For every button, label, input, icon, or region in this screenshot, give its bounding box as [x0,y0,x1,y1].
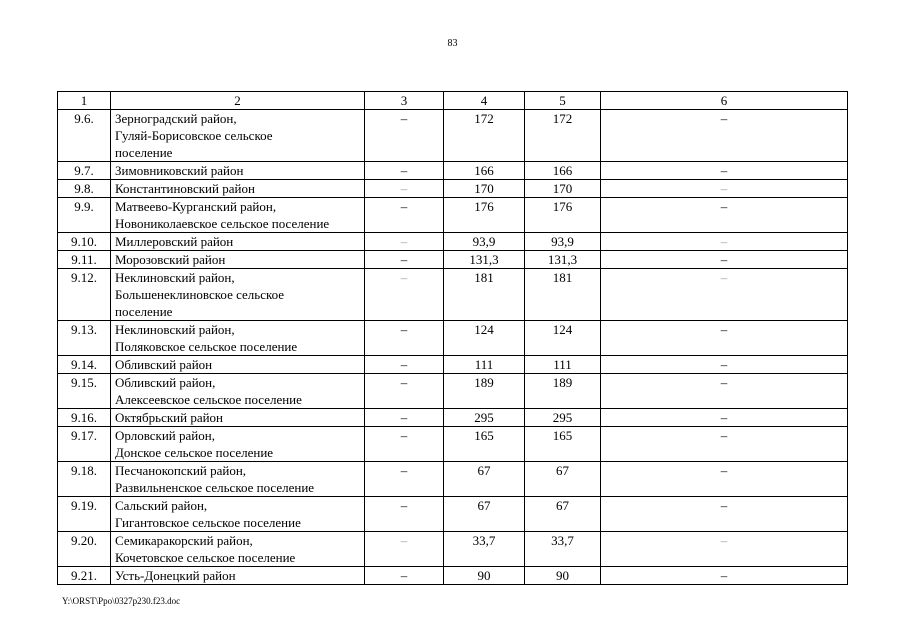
row-number-cell: 9.7. [58,162,111,180]
district-name-cell [111,251,365,269]
col6-cell: – [601,497,848,532]
table-row [58,427,848,462]
col3-cell: – [365,497,444,532]
col5-value-cell: 176 [525,198,601,233]
header-cell-2: 2 [111,92,365,110]
col3-cell: – [365,532,444,567]
col6-cell: – [601,374,848,409]
col5-value-cell: 131,3 [525,251,601,269]
district-name-line: Зимовниковский район [115,163,244,178]
col6-cell: – [601,233,848,251]
col4-value-cell: 165 [444,427,525,462]
col5-value-cell: 295 [525,409,601,427]
row-number-cell: 9.21. [58,567,111,585]
district-name-cell [111,110,365,162]
col3-cell: – [365,233,444,251]
table-row [58,180,848,198]
row-number-cell: 9.9. [58,198,111,233]
district-name-line: Обливский район, [115,375,216,390]
col6-cell: – [601,356,848,374]
col5-value-cell: 170 [525,180,601,198]
page-number: 83 [447,38,458,49]
col4-value-cell: 90 [444,567,525,585]
col5-value-cell: 33,7 [525,532,601,567]
row-number-cell: 9.17. [58,427,111,462]
col6-cell: – [601,269,848,321]
col5-value-cell: 67 [525,497,601,532]
district-name-line: Гигантовское сельское поселение [115,515,301,530]
col4-value-cell: 111 [444,356,525,374]
col4-value-cell: 131,3 [444,251,525,269]
district-name-line: Донское сельское поселение [115,445,274,460]
col4-value-cell: 172 [444,110,525,162]
table-row [58,162,848,180]
col6-cell: – [601,532,848,567]
district-name-line: Алексеевское сельское поселение [115,392,302,407]
district-name-line: Матвеево-Курганский район, [115,199,277,214]
col3-cell: – [365,462,444,497]
row-number-cell: 9.6. [58,110,111,162]
row-number-cell: 9.16. [58,409,111,427]
col3-cell: – [365,374,444,409]
district-name-line: Новониколаевское сельское поселение [115,216,330,231]
table-row [58,269,848,321]
table-row [58,497,848,532]
col5-value-cell: 189 [525,374,601,409]
district-name-line: Неклиновский район, [115,322,235,337]
table-header-row [58,92,848,110]
district-name-cell [111,198,365,233]
col4-value-cell: 295 [444,409,525,427]
district-name-cell [111,356,365,374]
col5-value-cell: 90 [525,567,601,585]
col6-cell: – [601,110,848,162]
district-name-cell [111,409,365,427]
col6-cell: – [601,198,848,233]
district-name-line: Зерноградский район, [115,111,237,126]
col3-cell: – [365,162,444,180]
col3-cell: – [365,321,444,356]
district-name-line: Орловский район, [115,428,215,443]
table-row [58,567,848,585]
col5-value-cell: 166 [525,162,601,180]
table-row [58,321,848,356]
col4-value-cell: 181 [444,269,525,321]
col3-cell: – [365,198,444,233]
col4-value-cell: 124 [444,321,525,356]
district-name-line: поселение [115,304,173,319]
district-name-line: Кочетовское сельское поселение [115,550,296,565]
data-table [57,91,848,585]
col6-cell: – [601,180,848,198]
table-row [58,251,848,269]
col6-cell: – [601,427,848,462]
header-cell-6: 6 [601,92,848,110]
district-name-line: Усть-Донецкий район [115,568,236,583]
col3-cell: – [365,356,444,374]
district-name-line: Октябрьский район [115,410,223,425]
table-row [58,374,848,409]
row-number-cell: 9.18. [58,462,111,497]
district-name-line: Константиновский район [115,181,255,196]
district-name-cell [111,462,365,497]
row-number-cell: 9.20. [58,532,111,567]
col4-value-cell: 67 [444,462,525,497]
district-name-line: Большенеклиновское сельское [115,287,285,302]
row-number-cell: 9.13. [58,321,111,356]
col4-value-cell: 189 [444,374,525,409]
col3-cell: – [365,251,444,269]
header-cell-5: 5 [525,92,601,110]
col3-cell: – [365,269,444,321]
col6-cell: – [601,409,848,427]
col3-cell: – [365,409,444,427]
district-name-cell [111,233,365,251]
col4-value-cell: 176 [444,198,525,233]
col4-value-cell: 33,7 [444,532,525,567]
header-cell-4: 4 [444,92,525,110]
col5-value-cell: 124 [525,321,601,356]
col5-value-cell: 172 [525,110,601,162]
row-number-cell: 9.11. [58,251,111,269]
district-name-cell [111,269,365,321]
col6-cell: – [601,251,848,269]
table-row [58,110,848,162]
table-row [58,233,848,251]
col3-cell: – [365,110,444,162]
district-name-cell [111,374,365,409]
district-name-line: Морозовский район [115,252,226,267]
district-name-line: Сальский район, [115,498,208,513]
district-name-cell [111,427,365,462]
col4-value-cell: 67 [444,497,525,532]
col6-cell: – [601,162,848,180]
col6-cell: – [601,567,848,585]
footer-file-path: Y:\ORST\Ppo\0327p230.f23.doc [62,596,181,606]
row-number-cell: 9.14. [58,356,111,374]
col3-cell: – [365,180,444,198]
col5-value-cell: 93,9 [525,233,601,251]
col4-value-cell: 170 [444,180,525,198]
header-cell-3: 3 [365,92,444,110]
row-number-cell: 9.12. [58,269,111,321]
district-name-line: Обливский район [115,357,213,372]
col4-value-cell: 93,9 [444,233,525,251]
district-name-cell [111,321,365,356]
table-row [58,198,848,233]
col3-cell: – [365,427,444,462]
col3-cell: – [365,567,444,585]
col6-cell: – [601,462,848,497]
district-name-line: Неклиновский район, [115,270,235,285]
district-name-cell [111,567,365,585]
header-cell-1: 1 [58,92,111,110]
col5-value-cell: 181 [525,269,601,321]
col5-value-cell: 165 [525,427,601,462]
col6-cell: – [601,321,848,356]
table-row [58,462,848,497]
district-name-line: Гуляй-Борисовское сельское [115,128,273,143]
row-number-cell: 9.19. [58,497,111,532]
row-number-cell: 9.8. [58,180,111,198]
col5-value-cell: 67 [525,462,601,497]
col4-value-cell: 166 [444,162,525,180]
district-name-cell [111,162,365,180]
district-name-cell [111,180,365,198]
district-name-line: Миллеровский район [115,234,234,249]
row-number-cell: 9.15. [58,374,111,409]
district-name-line: Развильненское сельское поселение [115,480,315,495]
col5-value-cell: 111 [525,356,601,374]
table-row [58,356,848,374]
district-name-line: Семикаракорский район, [115,533,253,548]
table-row [58,409,848,427]
district-name-line: Песчанокопский район, [115,463,247,478]
district-name-line: поселение [115,145,173,160]
district-name-cell [111,497,365,532]
table-row [58,532,848,567]
row-number-cell: 9.10. [58,233,111,251]
district-name-line: Поляковское сельское поселение [115,339,298,354]
district-name-cell [111,532,365,567]
